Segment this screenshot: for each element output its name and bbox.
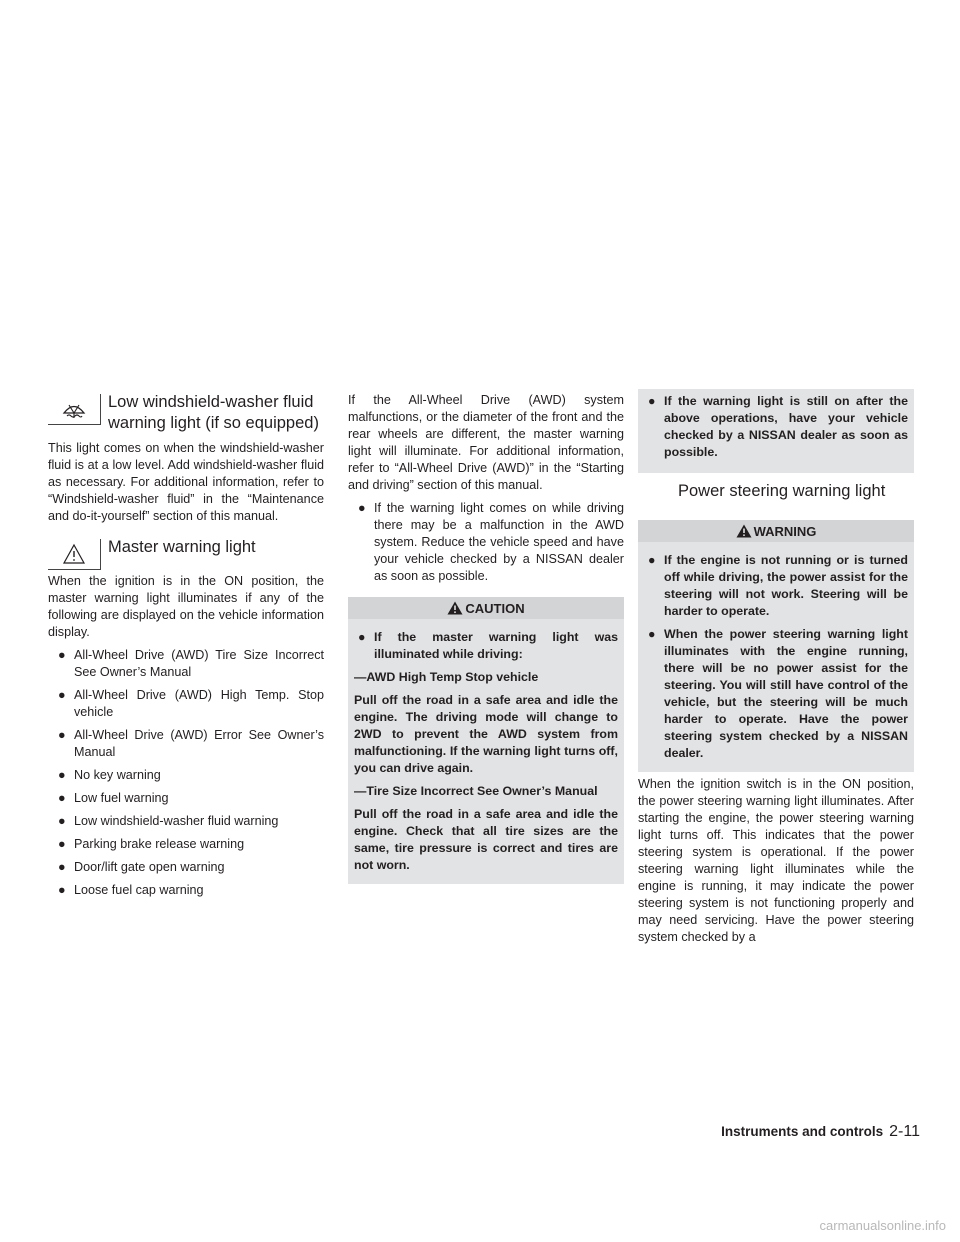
list-item: ● Parking brake release warning [58,837,245,851]
warning-continued-list [644,393,908,461]
list-item: ● When the power steering warning light illuminates with the engine running, there will be no power assist for the steering. You will still have control of the vehicle, but the steering will be much harder to operate. Have the power steering system checked by a NISSAN dealer. [648,627,908,760]
awd-body: If the All-Wheel Drive (AWD) system malfunctions, or the diameter of the front and the rear wheels are different, the master warning light will illuminate. For additional information, refer to “All-Wheel Drive (AWD)” in the “Starting and driving” section of this manual. [348,393,624,492]
list-item: ● If the warning light is still on after the above operations, have your vehicle checked by a NISSAN dealer as soon as possible. [648,394,908,459]
washer-heading-block [48,392,324,434]
list-item: ● Low windshield-washer fluid warning [58,814,279,828]
awd-bullet-list [348,500,624,585]
washer-fluid-icon [48,394,101,425]
list-item: ● If the master warning light was illuminated while driving: [358,630,618,661]
caution-p1: —AWD High Temp Stop vehicle [354,670,539,684]
column-left [48,392,324,909]
column-middle [348,392,624,884]
caution-p3: —Tire Size Incorrect See Owner’s Manual [354,784,598,798]
master-warning-icon [48,539,101,570]
list-item: ● Low fuel warning [58,791,169,805]
master-heading-block [48,537,324,573]
master-body: When the ignition is in the ON position, the master warning light illuminates if any of the following are displayed on the vehicle information display. [48,574,324,639]
washer-body: This light comes on when the windshield-washer fluid is at a low level. Add windshield-washer fluid as necessary. For additional information, refer to “Windshield-washer fluid” in the “Maintenance and do-it-yourself” section of this manual. [48,441,324,523]
footer-section-title: Instruments and controls [721,1124,884,1139]
power-steering-heading: Power steering warning light [678,482,886,500]
list-item: ● All-Wheel Drive (AWD) High Temp. Stop vehicle [58,688,324,719]
master-warning-list [48,647,324,899]
warning-label: WARNING [753,523,817,539]
list-item: ● Loose fuel cap warning [58,883,204,897]
caution-header [348,597,624,619]
column-right [638,392,914,952]
warning-box [638,520,914,772]
caution-label: CAUTION [465,600,525,616]
caution-list [354,629,618,663]
list-item: ● All-Wheel Drive (AWD) Error See Owner’s Manual [58,728,324,759]
warning-list [644,552,908,762]
list-item: ● If the engine is not running or is turned off while driving, the power assist for the steering will not work. Steering will be harder to operate. [648,553,908,618]
list-item: ● No key warning [58,768,161,782]
list-item: ● If the warning light comes on while driving there may be a malfunction in the AWD system. Reduce the vehicle speed and have your vehicle checked by a NISSAN dealer as soon as possible. [358,501,624,583]
list-item: ● Door/lift gate open warning [58,860,225,874]
watermark: carmanualsonline.info [819,1218,946,1233]
caution-p2: Pull off the road in a safe area and idle the engine. The driving mode will change to 2WD to prevent the AWD system from malfunctioning. If the warning light turns off, you can drive again. [354,693,618,775]
page-footer [680,1123,920,1141]
power-steering-body: When the ignition switch is in the ON position, the power steering warning light illuminates. After starting the engine, the power steering warning light turns off. This indicates that the power steering system is operational. If the power steering warning light illuminates while the engine is running, it may indicate the power steering system is not functioning properly and may need servicing. Have the power steering system checked by a [638,777,914,944]
warning-header [638,520,914,542]
caution-p4: Pull off the road in a safe area and idle the engine. Check that all tire sizes are the same, tire pressure is correct and tires are not worn. [354,807,618,872]
caution-icon [447,601,463,615]
master-heading: Master warning light [108,538,256,556]
page-number: 2-11 [889,1123,920,1140]
warning-icon [736,524,752,538]
caution-box [348,597,624,884]
warning-continued-box [638,389,914,473]
list-item: ● All-Wheel Drive (AWD) Tire Size Incorrect See Owner’s Manual [58,648,324,679]
washer-heading: Low windshield-washer fluid warning light (if so equipped) [108,393,319,432]
